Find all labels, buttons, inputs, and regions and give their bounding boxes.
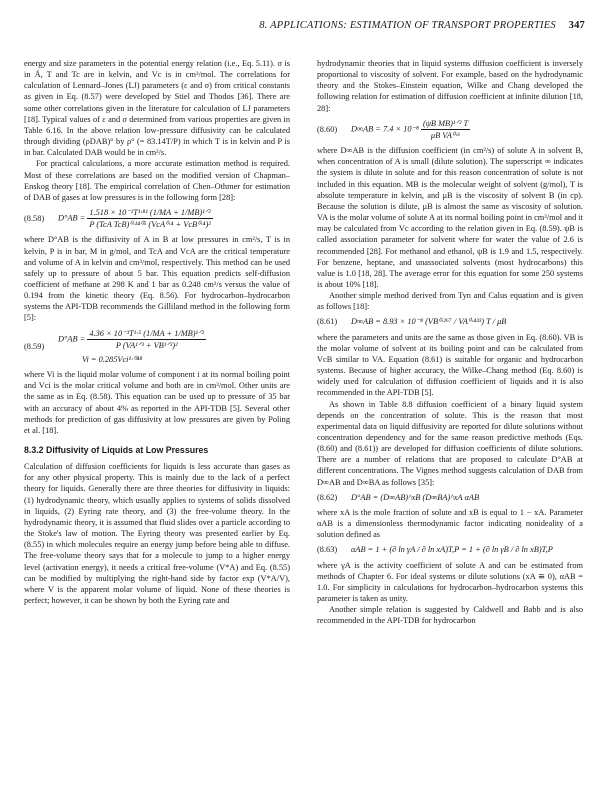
equation-lhs: D°AB =	[58, 334, 86, 344]
equation-numerator: 4.36 × 10⁻³T¹·⁵ (1/MA + 1/MB)¹ᐟ²	[87, 328, 206, 340]
equation-number: (8.59)	[24, 341, 45, 351]
equation-number: (8.62)	[317, 492, 338, 502]
left-paragraph-3: where D°AB is the diffusivity of A in B at low pressures in cm²/s, T is in kelvin, P is in bar, M in g/mol, and TcA and VcA are the critical temperature and volume of A in kelvin and cm³/mol, respectively. This method can be used safely up to pressure of about 5 bar. This equation predicts self-diffusion coefficient of methane at 298 K and 1 bar as 0.248 cm²/s versus the value of 0.194 from the kinetic theory (Eq. 8.56). For hydrocarbon–hydrocarbon systems the API-TDB recommends the Gilliland method in the following form [5]:	[24, 235, 290, 323]
equation-denominator: P (VA¹ᐟ³ + VB¹ᐟ³)²	[115, 340, 178, 350]
equation-lhs: D∞AB = 7.4 × 10⁻⁸	[351, 124, 419, 134]
equation-body: D°AB = (D∞AB)^xB (D∞BA)^xA αAB	[351, 492, 480, 502]
right-paragraph-6: where xA is the mole fraction of solute and xB is equal to 1 − xA. Parameter αAB is a dimensionless thermodynamic factor indicating nonideality of a solution defined as	[317, 507, 583, 540]
right-paragraph-5: As shown in Table 8.8 diffusion coefficient of a binary liquid system depends on the concentration of solute. This is the reason that most experimental data on liquid diffusivity are reported for dilute solutions without concentration dependency and for the same reason predictive methods (Eqs. (8.60) and (8.61)) are developed for diffusion coefficients of dilute solutions. There are a number of relations that are proposed to calculate D°AB at different concentrations. The Vignes method suggests calculation of DAB from D∞AB and D∞BA as follows [35]:	[317, 399, 583, 487]
right-paragraph-7: where γA is the activity coefficient of solute A and can be estimated from methods of Chapter 6. For ideal systems or dilute solutions (xA ≅ 0), αAB = 1.0. For simplicity in calculations for hydrocarbon–hydrocarbon systems this parameter is taken as unity.	[317, 560, 583, 604]
equation-term: (VB⁰·²⁶⁷ / VA⁰·⁴³³)	[425, 317, 485, 327]
equation-8-61	[317, 316, 583, 327]
section-heading: 8.3.2 Diffusivity of Liquids at Low Pressures	[24, 445, 209, 455]
right-paragraph-2: where D∞AB is the diffusion coefficient (in cm²/s) of solute A in solvent B, when concentration of A is small (dilute solution). The superscript ∞ indicates the system is dilute in solute and for this reason concentration of solute is not included in this equation. MB is the molecular weight of solvent (g/mol), T is absolute temperature in kelvin, and μB is the viscosity of solvent B (in cp). Because the solution is dilute, μB is almost the same as viscosity of solution. VA is the molar volume of solute A at its normal boiling point in cm³/mol and it may be calculated from Vc according to the relation given in Eq. (8.59). ψB is called association parameter for solvent where for water the value of 2.6 is recommended [28]. For methanol and ethanol, ψB is 1.9 and 1.5, respectively. For benzene, heptane, and unassociated solvents (most hydrocarbons) this value is 1.0 [18, 28]. The average error for this equation for some 250 systems is about 10% [18].	[317, 146, 583, 289]
left-paragraph-4: where Vi is the liquid molar volume of component i at its normal boiling point and Vci is the molar critical volume and both are in cm³/mol. Other units are the same as in Eq. (8.58). This equation can be used up to pressure of 35 bar with an accuracy of about 4% as reported in the API-TDB [5]. Several other methods for prediction of gas diffusivity at low pressures are given by Poling et al. [18].	[24, 370, 290, 435]
equation-8-60	[317, 118, 583, 141]
equation-numerator: (ψB MB)¹ᐟ² T	[421, 118, 470, 130]
equation-number: (8.63)	[317, 545, 338, 555]
equation-second-line: Vi = 0.285Vci¹·⁰⁴⁸	[82, 354, 143, 364]
left-paragraph-2: For practical calculations, a more accurate estimation method is required. Most of these correlations are based on the modified version of Chapman–Enskog theory [18]. The empirical correlation of Chen–Othmer for estimation of DAB of gases at low pressures is in the following form [28]:	[24, 159, 290, 202]
right-paragraph-8: Another simple relation is suggested by Caldwell and Babb and is also recommended in the API-TDB for hydrocarbon	[317, 605, 583, 626]
right-paragraph-3: Another simple method derived from Tyn and Calus equation and is given as follows [18]:	[317, 291, 583, 312]
equation-number: (8.61)	[317, 317, 338, 327]
equation-denominator: μB VA⁰·⁶	[430, 130, 461, 140]
running-title: 8. APPLICATIONS: ESTIMATION OF TRANSPORT PROPERTIES	[259, 20, 556, 31]
equation-numerator: 1.518 × 10⁻²T¹·⁸¹ (1/MA + 1/MB)¹ᐟ²	[87, 207, 212, 219]
left-paragraph-1: energy and size parameters in the potential energy relation (i.e., Eq. 5.11). σ is in Å, T and Tc are in kelvin, and Vc is in cm³/mol. The correlations for calculation of Lennard–Jones (LJ) parameters (ε and σ) from critical constants as given in Eq. (8.57) were developed by Stiel and Thodos [36]. There are some other correlations given in the literature for calculation of LJ parameters [18]. Typical values of ε and σ determined from various properties are given in Table 6.16. In the above relation low-pressure diffusivity can be calculated through dividing (ρDAB)° by ρ° (= 83.14T/P) in which T is in kelvin and P is in bar. Calculated DAB would be in cm²/s.	[24, 59, 290, 158]
page-number: 347	[568, 20, 585, 31]
equation-denominator: P (TcA TcB)⁰·¹⁴⁰⁵ (VcA⁰·⁴ + VcB⁰·⁴)²	[89, 220, 211, 230]
running-header	[0, 20, 585, 31]
equation-lhs: D∞AB = 8.93 × 10⁻⁸	[351, 317, 424, 327]
equation-8-63	[317, 544, 583, 555]
left-column	[24, 58, 290, 606]
equation-lhs: D°AB =	[58, 213, 86, 223]
equation-8-58	[24, 207, 290, 230]
right-column	[317, 58, 583, 627]
equation-rhs: T / μB	[486, 317, 507, 327]
equation-8-59	[24, 328, 290, 365]
equation-number: (8.60)	[317, 124, 338, 134]
left-paragraph-5: Calculation of diffusion coefficients for liquids is less accurate than gases as for any other physical property. This is mainly due to the lack of a perfect theory for liquids. Generally there are three theories for diffusivity in liquids: (1) hydrodynamic theory, which usually applies to systems of solids dissolved in liquids, (2) Eyring rate theory, and (3) the free-volume theory. In the hydrodynamic theory, it is assumed that fluid slides over a particle according to the Stoke's law of motion. The Eyring theory was presented earlier by Eq. (8.55) in which molecules require an energy jump before being able to diffuse. The free-volume theory says that for a molecule to jump to a higher energy level (activation energy), it needs a critical free-volume (V*A) and Eq. (8.55) can be modified by multiplying the right-hand side by factor exp (V*A/V), where V is the apparent molar volume of liquid. None of these theories is perfect; however, it can be shown by both the Eyring rate and	[24, 462, 290, 606]
equation-number: (8.58)	[24, 214, 45, 224]
right-paragraph-1: hydrodynamic theories that in liquid systems diffusion coefficient is inversely proportional to viscosity of solvent. For example, based on the hydrodynamic theory and the Stokes–Einstein equation, Wilke and Chang developed the following relation for estimation of diffusion coefficient at infinite dilution [18, 28]:	[317, 59, 583, 113]
equation-8-62	[317, 492, 583, 503]
equation-body: αAB = 1 + (∂ ln γA / ∂ ln xA)T,P = 1 + (∂ ln γB / ∂ ln xB)T,P	[351, 545, 553, 555]
right-paragraph-4: where the parameters and units are the same as those given in Eq. (8.60). VB is the molar volume of solvent at its boiling point and can be calculated from VcB similar to VA. Equation (8.61) is suitable for organic and hydrocarbon systems. Because of higher accuracy, the Wilke–Chang method (Eq. 8.60) is widely used for calculation of diffusion coefficient of liquids and it is also recommended in the API-TDB [5].	[317, 332, 583, 398]
